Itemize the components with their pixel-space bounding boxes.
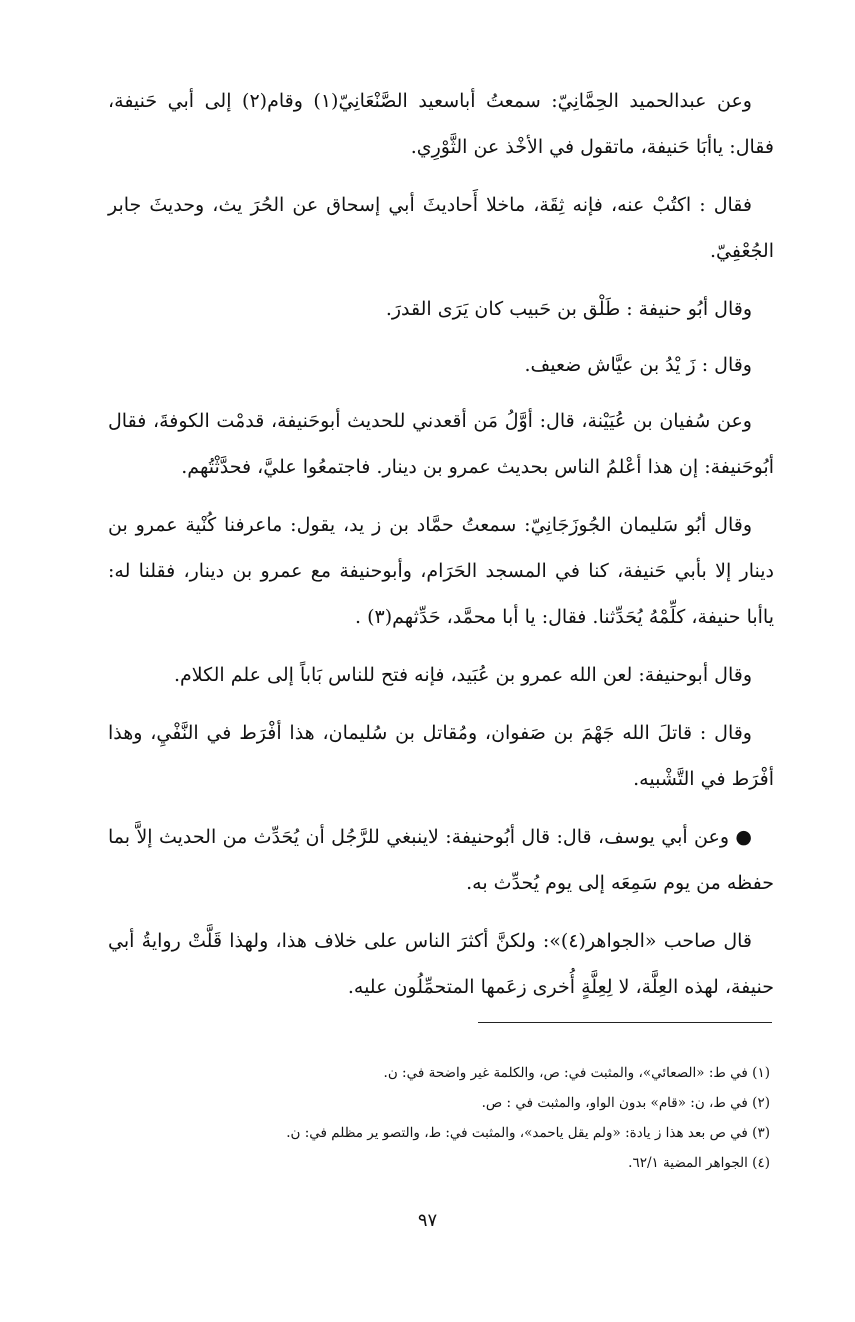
paragraph-amr-ibn-ubayd: وقال أبوحنيفة: لعن الله عمرو بن عُبَيد، فإنه فتح للناس بَاباً إلى علم الكلام. — [173, 664, 752, 686]
footnote-3: (٣) في ص بعد هذا ز يادة: «ولم يقل ياحمد»، والمثبت في: ط، والتصو ير مظلم في: ن. — [286, 1125, 770, 1141]
paragraph-sufyan-ibn-uyayna: وعن سُفيان بن عُيَيْنة، قال: أوَّلُ مَن أقعدني للحديث أبوحَنيفة، قدمْت الكوفةَ، فقال أبُوحَنيفة: إن هذا أعْلمُ الناس بحديث عمرو بن دينار. فاجتمعُوا عليَّ، فحدَّثْتُهم. — [108, 410, 774, 478]
paragraph-abu-yusuf: ● وعن أبي يوسف، قال: قال أبُوحنيفة: لاينبغي للرَّجُل أن يُحَدِّث من الحديث إلاَّ بما حفظه من يوم سَمِعَه إلى يوم يُحدِّث به. — [108, 826, 774, 894]
page-number: ٩٧ — [417, 1210, 438, 1231]
paragraph-talq-ibn-habib: وقال أبُو حنيفة : طَلْق بن حَبيب كان يَرَى القدرَ. — [385, 298, 752, 320]
paragraph-uktub-anhu: فقال : اكتُبْ عنه، فإنه ثِقَة، ماخلا أَحاديثَ أبي إسحاق عن الحُرَ يث، وحديثَ جابر الجُعْفِيّ. — [108, 194, 774, 262]
paragraph-zayd-ibn-ayyash: وقال : زَ يْدُ بن عيَّاش ضعيف. — [524, 354, 752, 376]
paragraph-sahib-al-jawahir: قال صاحب «الجواهر(٤)»: ولكنَّ أكثرَ الناس على خلاف هذا، ولهذا قَلَّتْ روايةُ أبي حنيفة، لهذه العِلَّة، لا لِعِلَّةٍ أُخرى زعَمها المتحمِّلُون عليه. — [108, 930, 774, 998]
footnote-2: (٢) في ط، ن: «قام» بدون الواو، والمثبت في : ص. — [481, 1095, 770, 1111]
paragraph-abu-sulayman: وقال أبُو سَليمان الجُوزَجَانِيّ: سمعتُ حمَّاد بن ز يد، يقول: ماعرفنا كُنْية عمرو بن دينار إلا بأبي حَنيفة، كنا في المسجد الحَرَام، وأبوحنيفة مع عمرو بن دينار، فقلنا له: ياأبا حنيفة، كلِّمْهُ يُحَدِّثنا. فقال: يا أبا محمَّد، حَدِّثهم(٣) . — [108, 514, 774, 628]
footnotes — [250, 1058, 770, 1178]
paragraph-hammani: وعن عبدالحميد الحِمَّانِيّ: سمعتُ أباسعيد الصَّنْعَانِيّ(١) وقام(٢) إلى أبي حَنيفة، فقال: ياأبَا حَنيفة، ماتقول في الأخْذ عن الثَّوْرِي. — [108, 90, 774, 158]
footnote-divider — [478, 1022, 772, 1023]
footnote-4: (٤) الجواهر المضية ٦٢/١. — [628, 1155, 770, 1171]
paragraph-jahm-ibn-safwan: وقال : قاتلَ الله جَهْمَ بن صَفوان، ومُقاتل بن سُليمان، هذا أفْرَط في النَّفْيِ، وهذا أفْرَط في التَّشْبيه. — [108, 722, 774, 790]
footnote-1: (١) في ط: «الصعائي»، والمثبت في: ص، والكلمة غير واضحة في: ن. — [383, 1065, 770, 1081]
main-text — [108, 78, 774, 1022]
